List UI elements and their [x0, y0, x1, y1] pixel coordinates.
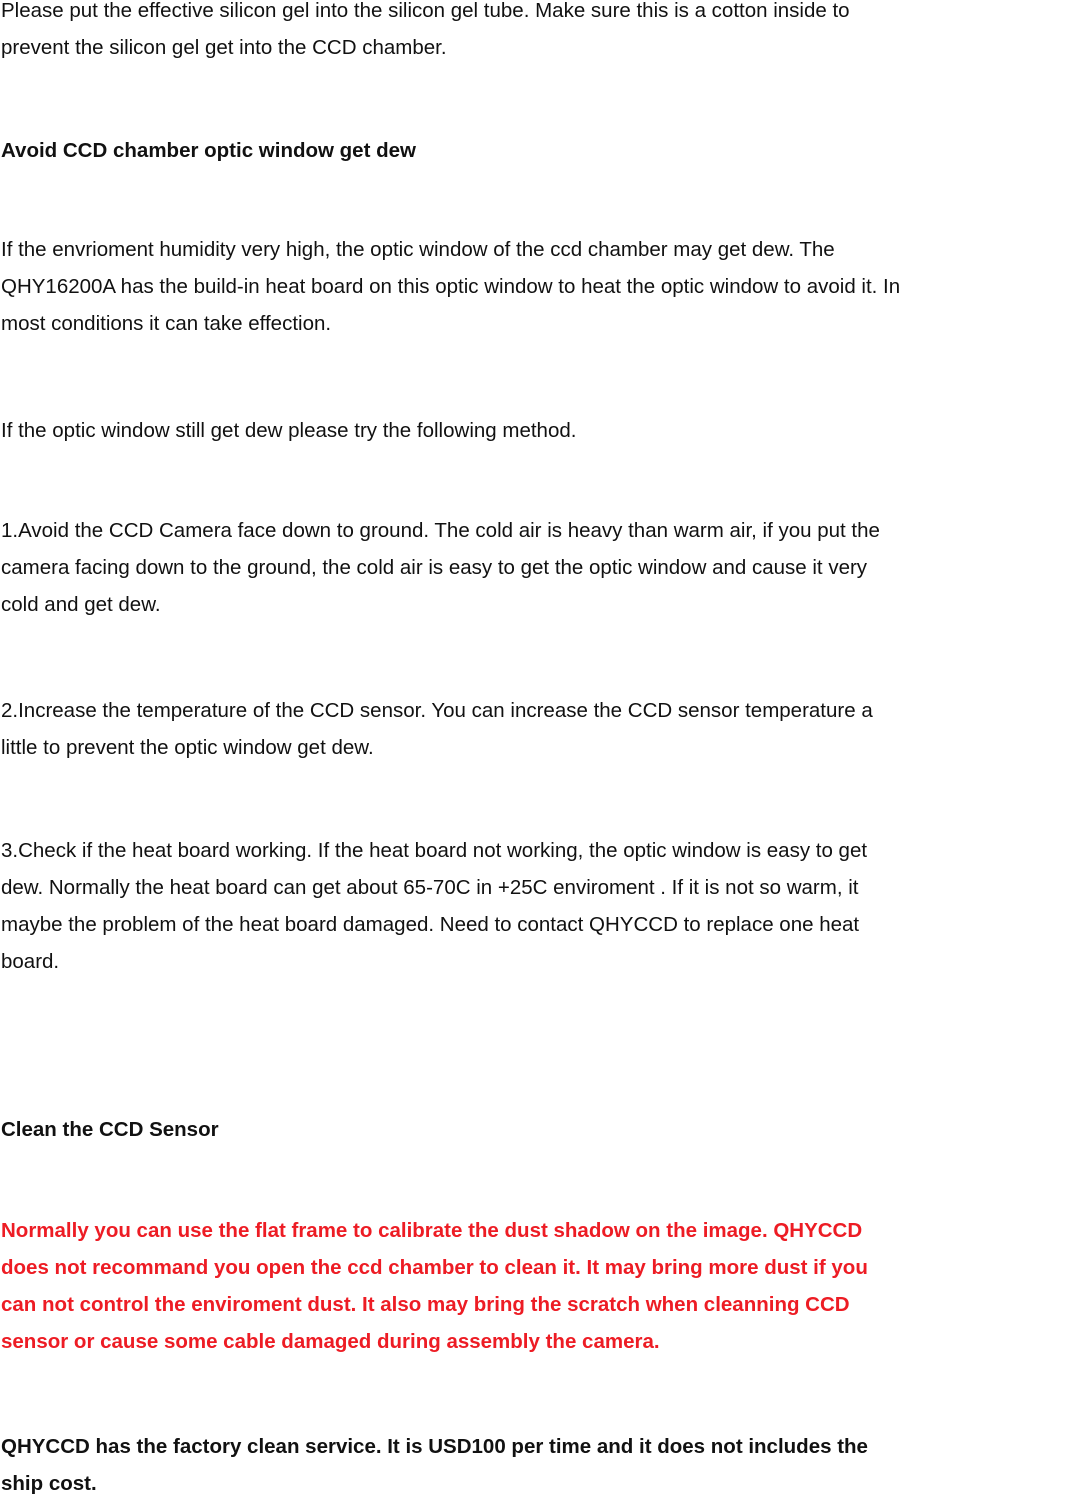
clean-service-paragraph [1, 1428, 1085, 1502]
text-line: If the optic window still get dew please try the following method. [1, 419, 577, 442]
text-line: If the envrioment humidity very high, the optic window of the ccd chamber may get dew. The [1, 238, 835, 261]
text-line: board. [1, 950, 60, 973]
text-line: QHY16200A has the build-in heat board on this optic window to heat the optic window to avoid it. In [1, 275, 901, 298]
heading-text: Clean the CCD Sensor [1, 1118, 219, 1141]
heading-clean-sensor [1, 1111, 1085, 1148]
text-line: maybe the problem of the heat board damaged. Need to contact QHYCCD to replace one heat [1, 913, 860, 936]
text-line: 1.Avoid the CCD Camera face down to ground. The cold air is heavy than warm air, if you put the [1, 519, 880, 542]
text-line: most conditions it can take effection. [1, 312, 332, 335]
text-line: camera facing down to the ground, the cold air is easy to get the optic window and cause it very [1, 556, 868, 579]
text-line: sensor or cause some cable damaged during assembly the camera. [1, 1330, 660, 1353]
cleaning-warning-paragraph [1, 1212, 1085, 1360]
step-3-paragraph [1, 832, 1085, 980]
step-2-paragraph [1, 692, 1085, 766]
text-line: Please put the effective silicon gel into the silicon gel tube. Make sure this is a cotton inside to [1, 0, 850, 22]
text-line: QHYCCD has the factory clean service. It is USD100 per time and it does not includes the [1, 1435, 868, 1458]
text-line: can not control the enviroment dust. It also may bring the scratch when cleanning CCD [1, 1293, 850, 1316]
text-line: little to prevent the optic window get dew. [1, 736, 374, 759]
text-line: ship cost. [1, 1472, 97, 1495]
text-line: cold and get dew. [1, 593, 161, 616]
dew-paragraph [1, 231, 1085, 342]
text-line: prevent the silicon gel get into the CCD chamber. [1, 36, 447, 59]
text-line: 3.Check if the heat board working. If the heat board not working, the optic window is easy to get [1, 839, 868, 862]
intro-paragraph [1, 0, 1085, 66]
method-intro-paragraph [1, 412, 1085, 449]
heading-text: Avoid CCD chamber optic window get dew [1, 139, 416, 162]
text-line: dew. Normally the heat board can get about 65-70C in +25C enviroment . If it is not so warm, it [1, 876, 859, 899]
text-line: Normally you can use the flat frame to calibrate the dust shadow on the image. QHYCCD [1, 1219, 863, 1242]
heading-avoid-dew [1, 132, 1085, 169]
text-line: 2.Increase the temperature of the CCD sensor. You can increase the CCD sensor temperature a [1, 699, 873, 722]
text-line: does not recommand you open the ccd chamber to clean it. It may bring more dust if you [1, 1256, 868, 1279]
step-1-paragraph [1, 512, 1085, 623]
